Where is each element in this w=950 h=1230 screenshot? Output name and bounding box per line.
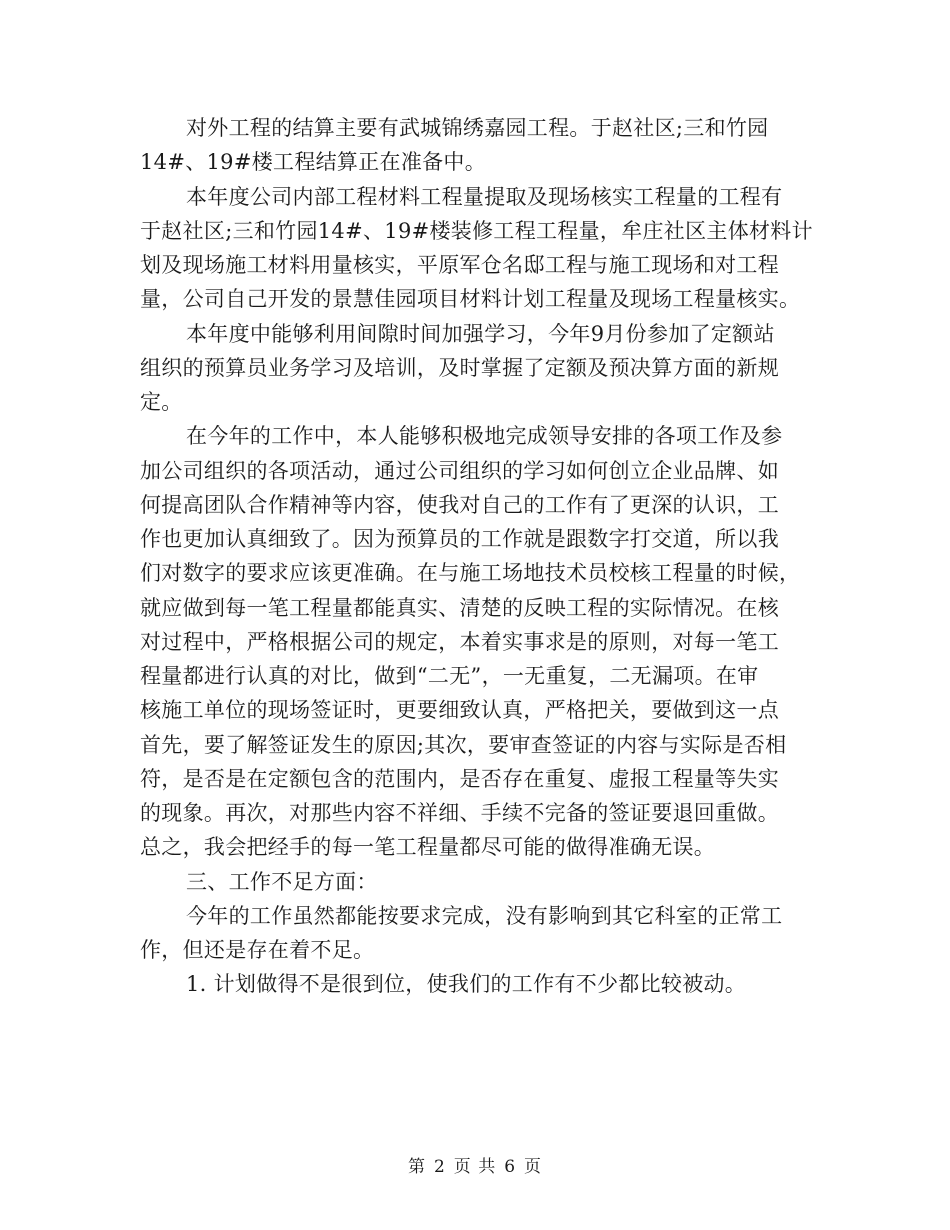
footer-page-number: 2 <box>433 1157 446 1177</box>
document-body <box>140 111 820 1002</box>
text-line: 对外工程的结算主要有武城锦绣嘉园工程。于赵社区;三和竹园 <box>186 116 769 140</box>
text-line: 本年度中能够利用间隙时间加强学习，今年9月份参加了定额站 <box>186 321 775 346</box>
footer-middle: 页 共 <box>453 1157 497 1177</box>
footer-total-pages: 6 <box>504 1157 517 1177</box>
text-line: 在今年的工作中，本人能够积极地完成领导安排的各项工作及参 <box>186 424 783 449</box>
text-line: 作，但还是存在着不足。 <box>140 938 375 962</box>
text-line: 对过程中，严格根据公司的规定，本着实事求是的原则，对每一笔工 <box>140 629 779 654</box>
page-footer <box>0 1152 950 1177</box>
text-line: 程量都进行认真的对比，做到“二无”，一无重复，二无漏项。在审 <box>140 664 759 688</box>
text-line: 组织的预算员业务学习及培训，及时掌握了定额及预决算方面的新规 <box>140 355 779 380</box>
footer-suffix: 页 <box>524 1157 543 1177</box>
text-line: 首先，要了解签证发生的原因;其次，要审查签证的内容与实际是否相 <box>140 732 787 757</box>
text-line: 何提高团队合作精神等内容，使我对自己的工作有了更深的认识，工 <box>140 492 779 517</box>
text-line: 们对数字的要求应该更准确。在与施工场地技术员校核工程量的时候， <box>140 561 801 586</box>
text-line: 总之，我会把经手的每一笔工程量都尽可能的做得准确无误。 <box>140 835 716 860</box>
section-heading: 三、工作不足方面： <box>186 869 378 894</box>
text-line: 今年的工作虽然都能按要求完成，没有影响到其它科室的正常工 <box>186 903 783 928</box>
text-line: 加公司组织的各项活动，通过公司组织的学习如何创立企业品牌、如 <box>140 458 779 483</box>
text-line: 14#、19#楼工程结算正在准备中。 <box>140 150 487 175</box>
footer-prefix: 第 <box>407 1157 426 1177</box>
text-line: 划及现场施工材料用量核实，平原军仓名邸工程与施工现场和对工程 <box>140 253 779 277</box>
text-line: 于赵社区;三和竹园14#、19#楼装修工程工程量，牟庄社区主体材料计 <box>140 218 813 243</box>
text-line: 符，是否是在定额包含的范围内，是否存在重复、虚报工程量等失实 <box>140 766 779 791</box>
text-line: 本年度公司内部工程材料工程量提取及现场核实工程量的工程有 <box>186 184 783 209</box>
list-item: 1. 计划做得不是很到位，使我们的工作有不少都比较被动。 <box>186 972 747 997</box>
text-line: 就应做到每一笔工程量都能真实、清楚的反映工程的实际情况。在核 <box>140 595 779 620</box>
text-line: 核施工单位的现场签证时，更要细致认真，严格把关，要做到这一点 <box>140 698 779 723</box>
text-line: 量，公司自己开发的景慧佳园项目材料计划工程量及现场工程量核实。 <box>140 287 801 312</box>
text-line: 作也更加认真细致了。因为预算员的工作就是跟数字打交道，所以我 <box>140 527 779 551</box>
text-line: 定。 <box>140 390 183 414</box>
text-line: 的现象。再次，对那些内容不祥细、手续不完备的签证要退回重做。 <box>140 801 779 825</box>
